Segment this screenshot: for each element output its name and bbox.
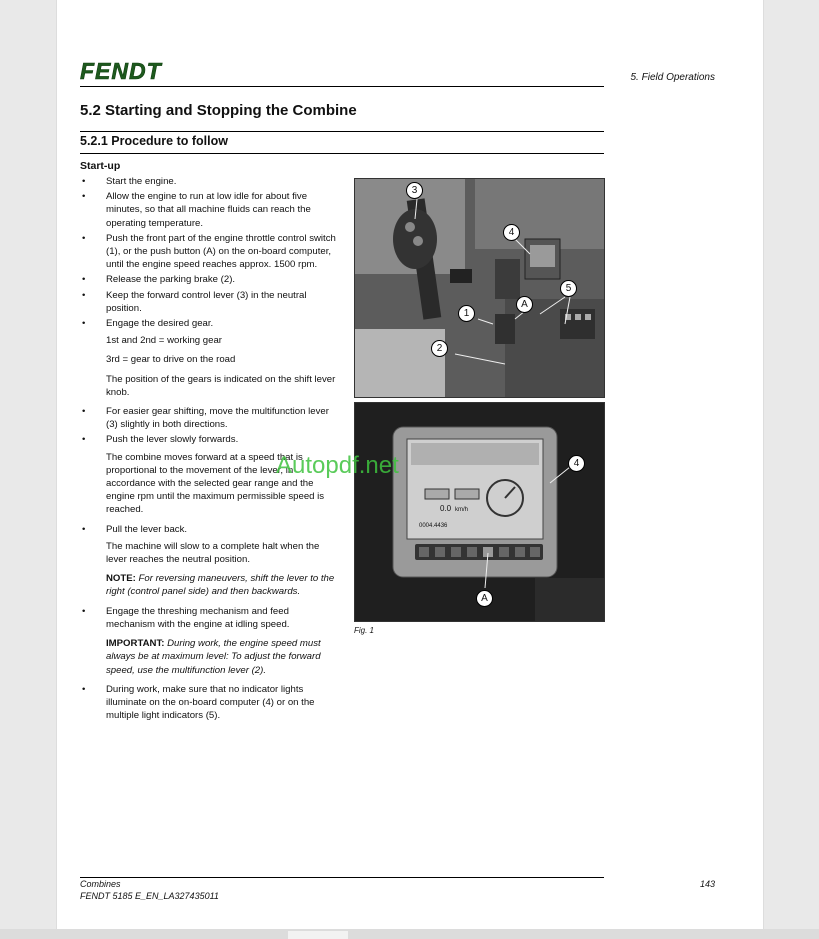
callout-a: A bbox=[516, 296, 533, 313]
list-item: • During work, make sure that no indicator lights illuminate on the on-board computer (4) or on the multiple light indicators (5). bbox=[82, 683, 315, 722]
fendt-logo bbox=[80, 60, 198, 82]
list-item: • Pull the lever back. bbox=[82, 523, 188, 535]
list-item: • Push the lever slowly forwards. bbox=[82, 434, 239, 446]
svg-text:0004.4436: 0004.4436 bbox=[419, 523, 448, 529]
gear-line: The position of the gears is indicated on the shift lever knob. bbox=[106, 373, 336, 398]
paragraph: The machine will slow to a complete halt when the lever reaches the neutral position. bbox=[106, 540, 320, 566]
display-illustration bbox=[355, 403, 605, 622]
list-item: • Release the parking brake (2). bbox=[82, 274, 236, 286]
svg-text:0.0: 0.0 bbox=[440, 504, 452, 513]
list-item: • Engage the threshing mechanism and feed mechanism with the engine at idling speed. bbox=[82, 605, 290, 630]
svg-text:FENDT: FENDT bbox=[80, 60, 162, 82]
figure-caption: Fig. 1 bbox=[354, 626, 375, 635]
important-block: IMPORTANT: During work, the engine speed must always be at maximum level: To adjust the forward speed, use the multifunction lever (2). bbox=[106, 638, 321, 676]
page-number: 143 bbox=[699, 879, 715, 889]
list-item: • Start the engine. bbox=[82, 176, 177, 187]
subsection-rule bbox=[80, 153, 604, 154]
callout-4: 4 bbox=[503, 224, 520, 241]
procedure-text bbox=[80, 175, 340, 724]
note-block: NOTE: For reversing maneuvers, shift the lever to the right (control panel side) and then backwards. bbox=[106, 573, 335, 598]
paragraph: The combine moves forward at a speed that is proportional to the movement of the lever, in accordance with the selected gear range and the engine rpm until the maximum permissible speed is reached. bbox=[106, 451, 325, 516]
gear-line: 3rd = gear to drive on the road bbox=[106, 354, 236, 366]
list-item: • Push the front part of the engine throttle control switch (1), or the push button (A) on the on-board computer, until the engine speed reaches approx. 1500 rpm. bbox=[82, 232, 336, 271]
list-item: • Allow the engine to run at low idle for about five minutes, so that all machine fluids can reach the operating temperature. bbox=[82, 191, 311, 229]
callout-a: A bbox=[476, 590, 493, 607]
footer-rule bbox=[80, 877, 604, 878]
scrollbar-thumb[interactable] bbox=[288, 931, 348, 939]
list-item: • For easier gear shifting, move the multifunction lever (3) slightly in both directions. bbox=[82, 406, 329, 431]
list-item: • Engage the desired gear. bbox=[82, 318, 214, 330]
watermark: Autopdf.net bbox=[276, 452, 399, 479]
section-rule bbox=[80, 131, 604, 132]
footer-doc-id: FENDT 5185 E_EN_LA327435011 bbox=[80, 891, 219, 901]
subsection-heading: 5.2.1 Procedure to follow bbox=[80, 134, 228, 148]
onboard-computer-photo bbox=[354, 402, 605, 622]
list-item: • Keep the forward control lever (3) in the neutral position. bbox=[82, 289, 307, 314]
footer-title: Combines bbox=[80, 879, 121, 889]
cab-photo bbox=[354, 178, 605, 398]
callout-2: 2 bbox=[431, 340, 448, 357]
horizontal-scrollbar[interactable] bbox=[0, 929, 819, 939]
gear-line: 1st and 2nd = working gear bbox=[106, 335, 223, 347]
callout-3: 3 bbox=[406, 182, 423, 199]
section-heading: 5.2 Starting and Stopping the Combine bbox=[80, 102, 357, 119]
callout-5: 5 bbox=[560, 280, 577, 297]
header-rule bbox=[80, 86, 604, 87]
callout-4: 4 bbox=[568, 455, 585, 472]
chapter-title: 5. Field Operations bbox=[630, 72, 715, 83]
callout-1: 1 bbox=[458, 305, 475, 322]
svg-text:km/h: km/h bbox=[455, 507, 469, 513]
startup-heading: Start-up bbox=[80, 160, 121, 172]
